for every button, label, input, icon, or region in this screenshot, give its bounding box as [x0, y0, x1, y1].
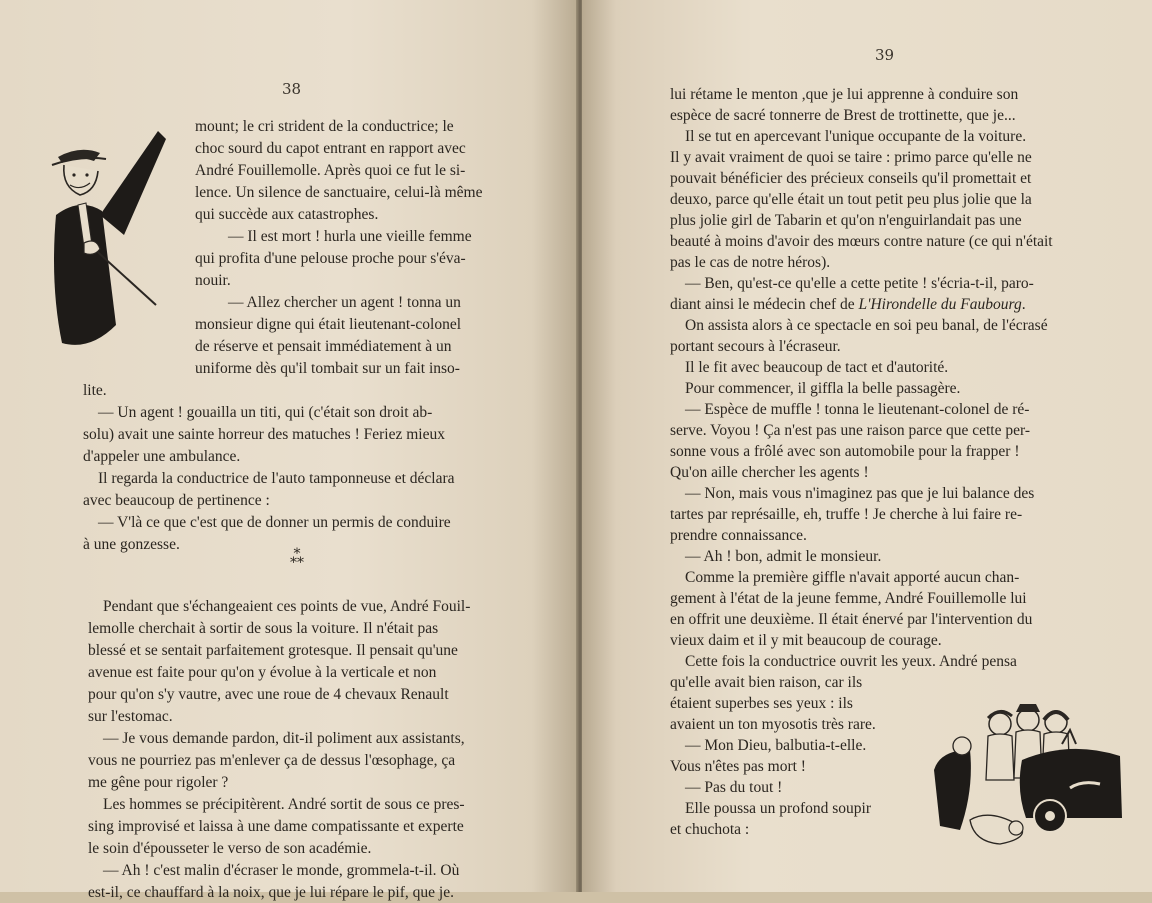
text-line — [670, 295, 1026, 315]
text-line: — V'là ce que c'est que de donner un permis de conduire — [98, 514, 451, 531]
text-line: espèce de sacré tonnerre de Brest de trottinette, que je... — [670, 107, 1016, 124]
text-line: monsieur digne qui était lieutenant-colonel — [195, 316, 462, 333]
text-line: — Ben, qu'est-ce qu'elle a cette petite ! s'écria-t-il, paro- — [685, 275, 1034, 292]
italic-title: L'Hirondelle du Faubourg — [858, 296, 1022, 313]
text-line: lite. — [83, 382, 107, 399]
text-line: lui rétame le menton ,que je lui apprenne à conduire son — [670, 86, 1019, 103]
text-line: Pour commencer, il giffla la belle passagère. — [685, 380, 961, 397]
text-line: — Mon Dieu, balbutia-t-elle. — [685, 737, 867, 754]
text-line: Pendant que s'échangeaient ces points de vue, André Fouil- — [103, 598, 471, 615]
text-line: d'appeler une ambulance. — [83, 448, 241, 465]
text-line: Qu'on aille chercher les agents ! — [670, 464, 869, 481]
text-line: qu'elle avait bien raison, car ils — [670, 674, 863, 691]
text-line: choc sourd du capot entrant en rapport avec — [195, 140, 466, 157]
text-line: gement à l'état de la jeune femme, André Fouillemolle lui — [670, 590, 1027, 607]
text-line: — Pas du tout ! — [685, 779, 783, 796]
text-line: avec beaucoup de pertinence : — [83, 492, 270, 509]
text-line: à une gonzesse. — [83, 536, 180, 553]
text-line: beauté à moins d'avoir des mœurs contre nature (ce qui n'était — [670, 233, 1053, 250]
text-line: et chuchota : — [670, 821, 750, 838]
text-line: portant secours à l'écraseur. — [670, 338, 841, 355]
text-line: — Je vous demande pardon, dit-il poliment aux assistants, — [103, 730, 465, 747]
text-line: — Il est mort ! hurla une vieille femme — [228, 228, 472, 245]
text-line: en offrit une deuxième. Il était énervé par l'intervention du — [670, 611, 1033, 628]
text-line: lence. Un silence de sanctuaire, celui-là même — [195, 184, 483, 201]
page-number: 38 — [282, 80, 302, 98]
text-line: tartes par représaille, eh, truffe ! Je cherche à lui faire re- — [670, 506, 1023, 523]
right-page — [582, 0, 1152, 892]
text-line: — Non, mais vous n'imaginez pas que je lui balance des — [685, 485, 1035, 502]
text-line: Cette fois la conductrice ouvrit les yeux. André pensa — [685, 653, 1017, 670]
text-line: Il se tut en apercevant l'unique occupante de la voiture. — [685, 128, 1027, 145]
text-line: Comme la première giffle n'avait apporté aucun chan- — [685, 569, 1020, 586]
text-line: deuxo, parce qu'elle était un tout petit peu plus jolie que la — [670, 191, 1032, 208]
text-line: avaient un ton myosotis très rare. — [670, 716, 876, 733]
text-line: vous ne pourriez pas m'enlever ça de dessus l'œsophage, ça — [88, 752, 456, 769]
text-line: solu) avait une sainte horreur des matuches ! Feriez mieux — [83, 426, 445, 443]
text-line: sonne vous a frôlé avec son automobile pour la frapper ! — [670, 443, 1020, 460]
text-line: blessé et se sentait parfaitement grotesque. Il pensait qu'une — [88, 642, 458, 659]
text-line: Il regarda la conductrice de l'auto tamponneuse et déclara — [98, 470, 455, 487]
text-line: mount; le cri strident de la conductrice; le — [195, 118, 454, 135]
text-line: prendre connaissance. — [670, 527, 807, 544]
text-line: Les hommes se précipitèrent. André sortit de sous ce pres- — [103, 796, 465, 813]
text-line: nouir. — [195, 272, 231, 289]
text-span: . — [1021, 296, 1026, 313]
text-line: est-il, ce chauffard à la noix, que je lui répare le pif, que je. — [88, 884, 454, 901]
text-line: sur l'estomac. — [88, 708, 173, 725]
man-with-cane-illustration — [40, 125, 170, 365]
text-line: sing improvisé et laissa à une dame compatissante et experte — [88, 818, 464, 835]
text-line: qui succède aux catastrophes. — [195, 206, 379, 223]
text-line: avenue est faite pour qu'on y évolue à la verticale et non — [88, 664, 437, 681]
text-line: — Ah ! c'est malin d'écraser le monde, grommela-t-il. Où — [103, 862, 460, 879]
text-line: le soin d'épousseter le verso de son académie. — [88, 840, 372, 857]
text-line: pour qu'on s'y vautre, avec une roue de 4 chevaux Renault — [88, 686, 449, 703]
text-line: de réserve et pensait immédiatement à un — [195, 338, 452, 355]
text-line: Il le fit avec beaucoup de tact et d'autorité. — [685, 359, 949, 376]
text-line: étaient superbes ses yeux : ils — [670, 695, 853, 712]
text-line: lemolle cherchait à sortir de sous la voiture. Il n'était pas — [88, 620, 439, 637]
car-accident-illustration — [930, 700, 1125, 850]
text-line: Elle poussa un profond soupir — [685, 800, 871, 817]
text-line: — Un agent ! gouailla un titi, qui (c'était son droit ab- — [98, 404, 433, 421]
text-line: uniforme dès qu'il tombait sur un fait inso- — [195, 360, 460, 377]
text-line: pas le cas de notre héros). — [670, 254, 831, 271]
text-line: plus jolie girl de Tabarin et qu'on n'enguirlandait pas une — [670, 212, 1022, 229]
text-line: Vous n'êtes pas mort ! — [670, 758, 806, 775]
text-line: vieux daim et il y mit beaucoup de courage. — [670, 632, 942, 649]
text-line: André Fouillemolle. Après quoi ce fut le si- — [195, 162, 466, 179]
section-separator: * ** — [290, 546, 304, 571]
text-line: On assista alors à ce spectacle en soi peu banal, de l'écrasé — [685, 317, 1048, 334]
text-line: Il y avait vraiment de quoi se taire : primo parce qu'elle ne — [670, 149, 1032, 166]
text-line: serve. Voyou ! Ça n'est pas une raison parce que cette per- — [670, 422, 1031, 439]
text-line: — Espèce de muffle ! tonna le lieutenant-colonel de ré- — [685, 401, 1030, 418]
text-line: qui profita d'une pelouse proche pour s'éva- — [195, 250, 466, 267]
text-span: diant ainsi le médecin chef de — [670, 296, 859, 313]
text-line: — Ah ! bon, admit le monsieur. — [685, 548, 882, 565]
page-number: 39 — [875, 46, 895, 64]
text-line: — Allez chercher un agent ! tonna un — [228, 294, 461, 311]
text-line: pouvait bénéficier des précieux conseils qu'il promettait et — [670, 170, 1032, 187]
text-line: me gêne pour rigoler ? — [88, 774, 229, 791]
